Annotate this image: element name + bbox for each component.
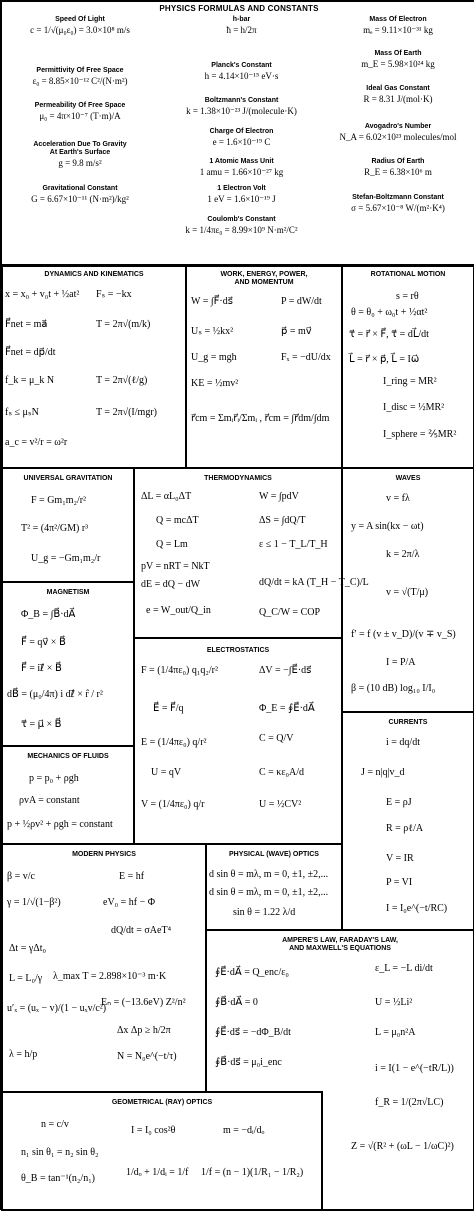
formula: u′ₓ = (uₓ − v)/(1 − uₓv/c²) — [7, 1003, 107, 1014]
formula: F = (1/4πε₀) q₁q₂/r² — [141, 665, 218, 676]
thermo-title: THERMODYNAMICS — [204, 475, 272, 482]
constant-equation: 1 eV = 1.6×10⁻¹⁹ J — [207, 194, 276, 204]
formula: P = dW/dt — [281, 296, 322, 307]
formula: I_disc = ½MR² — [383, 402, 445, 413]
constant-equation: k = 1.38×10⁻²³ J/(molecule·K) — [186, 106, 297, 116]
formula: a_c = v²/r = ω²r — [5, 437, 68, 448]
work-title: WORK, ENERGY, POWER, AND MOMENTUM — [220, 271, 308, 286]
formula: F = Gm₁m₂/r² — [31, 495, 87, 506]
constant-name: Gravitational Constant — [42, 185, 118, 192]
formula: f_k = μ_k N — [5, 375, 55, 386]
formula: v = fλ — [386, 493, 410, 504]
constant-equation: R = 8.31 J/(mol·K) — [363, 94, 433, 104]
formula: E⃗ = F⃗/q — [153, 703, 184, 714]
formula: C = κε₀A/d — [259, 767, 305, 778]
formula: θ = θ₀ + ω₀t + ½αt² — [351, 307, 428, 318]
constant-equation: h = 4.14×10⁻¹⁵ eV·s — [204, 71, 279, 81]
formula: ∮B⃗·ds⃗ = μ₀i_enc — [215, 1057, 282, 1068]
formula: Φ_B = ∫B⃗·dA⃗ — [21, 609, 76, 620]
formula: k = 2π/λ — [386, 549, 420, 560]
constant-name: Planck's Constant — [211, 62, 272, 69]
rotational-title: ROTATIONAL MOTION — [370, 271, 446, 278]
formula: W = ∫pdV — [259, 491, 299, 502]
formula: s = rθ — [396, 291, 419, 302]
formula: p⃗ = mv⃗ — [281, 326, 312, 337]
formula: i = dq/dt — [386, 737, 420, 748]
constant-equation: c = 1/√(μ₀ε₀) = 3.0×10⁸ m/s — [30, 25, 130, 35]
constant-equation: mₑ = 9.11×10⁻³¹ kg — [363, 25, 433, 35]
formula: U = qV — [151, 767, 182, 778]
constant-name: Avogadro's Number — [364, 123, 432, 130]
formula: Z = √(R² + (ωL − 1/ωC)²) — [351, 1141, 454, 1152]
formula: I_sphere = ⅖MR² — [383, 429, 457, 440]
formula: F⃗net = ma⃗ — [5, 319, 48, 330]
modern-title: MODERN PHYSICS — [72, 851, 136, 858]
maxwell-title: AMPERE'S LAW, FARADAY'S LAW, AND MAXWELL'S EQUATIONS — [282, 937, 398, 952]
formula: γ = 1/√(1−β²) — [7, 897, 61, 908]
formula: m = −dᵢ/dₒ — [223, 1125, 265, 1136]
formula: ∮E⃗·dA⃗ = Q_enc/ε₀ — [215, 967, 289, 978]
formula: ΔV = −∫E⃗·ds⃗ — [259, 665, 312, 676]
constant-name: 1 Electron Volt — [217, 185, 266, 192]
formula: x = x₀ + v₀t + ½at² — [5, 289, 80, 300]
formula: V = IR — [386, 853, 414, 864]
formula: U = ½Li² — [375, 997, 413, 1008]
formula: Q = Lm — [156, 539, 188, 550]
formula: ρvA = constant — [19, 795, 80, 806]
formula: I = P/A — [386, 657, 416, 668]
formula: pV = nRT = NkT — [141, 561, 210, 572]
formula: y = A sin(kx − ωt) — [351, 521, 424, 532]
constant-equation: σ = 5.67×10⁻⁸ W/(m²·K⁴) — [351, 203, 445, 213]
gravitation-title: UNIVERSAL GRAVITATION — [23, 475, 113, 482]
formula: F⃗net = dp⃗/dt — [5, 347, 56, 358]
formula: T = 2π√(m/k) — [96, 319, 151, 330]
formula: d sin θ = mλ, m = 0, ±1, ±2,... — [209, 869, 329, 880]
formula: β = v/c — [7, 871, 35, 882]
formula: U_g = −Gm₁m₂/r — [31, 553, 101, 564]
constant-equation: G = 6.67×10⁻¹¹ (N·m²)/kg² — [31, 194, 129, 204]
formula: n₁ sin θ₁ = n₂ sin θ₂ — [21, 1147, 99, 1158]
formula: Fₓ = −dU/dx — [281, 352, 331, 363]
formula: τ⃗ = r⃗ × F⃗, τ⃗ = dL⃗/dt — [349, 329, 429, 340]
formula: ΔS = ∫dQ/T — [259, 515, 306, 526]
constant-equation: N_A = 6.02×10²³ molecules/mol — [339, 132, 457, 142]
formula: E = hf — [119, 871, 145, 882]
fluids-title: MECHANICS OF FLUIDS — [27, 753, 109, 760]
formula: I = I₀e^(−t/RC) — [386, 903, 448, 914]
constant-equation: g = 9.8 m/s² — [58, 158, 102, 168]
formula: J = n|q|v_d — [361, 767, 405, 778]
constant-equation: ħ = h/2π — [226, 25, 257, 35]
formula: p = p₀ + ρgh — [29, 773, 79, 784]
constant-name: Mass Of Earth — [374, 50, 422, 57]
waves-title: WAVES — [395, 475, 421, 482]
formula: ∮E⃗·ds⃗ = −dΦ_B/dt — [215, 1027, 291, 1038]
formula: L = μ₀n²A — [375, 1027, 416, 1038]
formula: R = ρℓ/A — [386, 823, 424, 834]
formula: C = Q/V — [259, 733, 294, 744]
constant-equation: μ₀ = 4π×10⁻⁷ (T·m)/A — [39, 111, 121, 121]
constant-name: Speed Of Light — [55, 16, 105, 23]
constant-name: h-bar — [232, 16, 251, 23]
formula: L⃗ = r⃗ × p⃗, L⃗ = Iω⃗ — [349, 354, 420, 365]
formula: dE = dQ − dW — [141, 579, 201, 590]
formula: i = I(1 − e^(−tR/L)) — [375, 1063, 454, 1074]
formula: Q = mcΔT — [156, 515, 199, 526]
formula: 1/f = (n − 1)(1/R₁ − 1/R₂) — [201, 1167, 304, 1178]
constant-name: Boltzmann's Constant — [204, 97, 279, 104]
formula: β = (10 dB) log₁₀ I/I₀ — [351, 683, 436, 694]
formula: fₛ ≤ μₛN — [5, 407, 39, 418]
formula: U = ½CV² — [259, 799, 302, 810]
formula: P = VI — [386, 877, 413, 888]
formula: F⃗ = qv⃗ × B⃗ — [21, 637, 66, 648]
formula: θ_B = tan⁻¹(n₂/n₁) — [21, 1173, 96, 1184]
formula: E = (1/4πε₀) q/r² — [141, 737, 207, 748]
formula: N = N₀e^(−t/τ) — [117, 1051, 177, 1062]
formula: f′ = f (v ± v_D)/(v ∓ v_S) — [351, 629, 456, 640]
formula: λ = h/p — [9, 1049, 38, 1060]
constant-name: Ideal Gas Constant — [366, 85, 430, 92]
constant-name: Mass Of Electron — [369, 16, 427, 23]
electrostatics-title: ELECTROSTATICS — [206, 647, 270, 654]
formula: n = c/v — [41, 1119, 69, 1130]
formula: e = W_out/Q_in — [146, 605, 211, 616]
formula: r⃗cm = Σmᵢr⃗ᵢ/Σmᵢ , r⃗cm = ∫r⃗dm/∫dm — [191, 413, 330, 424]
formula: ΔL = αL₀ΔT — [141, 491, 192, 502]
constant-equation: m_E = 5.98×10²⁴ kg — [361, 59, 435, 69]
formula: τ⃗ = μ⃗ × B⃗ — [21, 719, 62, 730]
formula: U_g = mgh — [191, 352, 237, 363]
formula: Eₙ = (−13.6eV) Z²/n² — [101, 997, 186, 1008]
formula: sin θ = 1.22 λ/d — [233, 907, 296, 918]
formula: KE = ½mv² — [191, 378, 239, 389]
formula: L = L₀/γ — [9, 973, 43, 984]
formula: T² = (4π²/GM) r³ — [21, 523, 89, 534]
formula: v = √(T/μ) — [386, 587, 429, 598]
formula: f_R = 1/(2π√LC) — [375, 1097, 444, 1108]
constant-equation: k = 1/4πε₀ = 8.99×10⁹ N·m²/C² — [185, 225, 298, 235]
formula: dQ/dt = kA (T_H − T_C)/L — [259, 577, 369, 588]
formula: Uₛ = ½kx² — [191, 326, 234, 337]
formula: I = I₀ cos²θ — [131, 1125, 176, 1136]
constant-equation: 1 amu = 1.66×10⁻²⁷ kg — [199, 167, 284, 177]
constant-name: Coulomb's Constant — [207, 216, 276, 223]
formula: E = ρJ — [386, 797, 412, 808]
formula: eV₀ = hf − Φ — [103, 897, 156, 908]
formula: λ_max T = 2.898×10⁻³ m·K — [53, 971, 167, 982]
constant-name: Charge Of Electron — [209, 128, 274, 135]
constant-name: Acceleration Due To Gravity At Earth's Surface — [33, 141, 127, 156]
formula: Δx Δp ≥ h/2π — [117, 1025, 171, 1036]
constant-name: Radius Of Earth — [371, 158, 425, 165]
formula: 1/dₒ + 1/dᵢ = 1/f — [126, 1167, 189, 1178]
formula: Q_C/W = COP — [259, 607, 321, 618]
formula: W = ∫F⃗·ds⃗ — [191, 296, 233, 307]
formula: ε ≤ 1 − T_L/T_H — [259, 539, 328, 550]
constant-name: 1 Atomic Mass Unit — [209, 158, 274, 165]
formula: dB⃗ = (μ₀/4π) i dℓ⃗ × r̂ / r² — [7, 689, 103, 700]
formula: p + ½ρv² + ρgh = constant — [7, 819, 113, 830]
dynamics-title: DYNAMICS AND KINEMATICS — [44, 271, 144, 278]
wave-optics-title: PHYSICAL (WAVE) OPTICS — [229, 851, 319, 858]
constant-equation: R_E = 6.38×10⁶ m — [364, 167, 432, 177]
formula: d sin θ = mλ, m = 0, ±1, ±2,... — [209, 887, 329, 898]
formula: Δt = γΔt₀ — [9, 943, 46, 954]
formula: Φ_E = ∮E⃗·dA⃗ — [259, 703, 315, 714]
formula: T = 2π√(ℓ/g) — [96, 375, 148, 386]
ray-optics-title: GEOMETRICAL (RAY) OPTICS — [111, 1099, 213, 1106]
constant-name: Stefan-Boltzmann Constant — [352, 194, 444, 201]
formula: ε_L = −L di/dt — [375, 963, 433, 974]
constant-name: Permittivity Of Free Space — [36, 67, 124, 74]
formula: Fₛ = −kx — [96, 289, 132, 300]
constant-equation: ε₀ = 8.85×10⁻¹² C²/(N·m²) — [32, 76, 128, 86]
formula: dQ/dt = σAeT⁴ — [111, 925, 172, 936]
formula: V = (1/4πε₀) q/r — [141, 799, 205, 810]
formula: ∮B⃗·dA⃗ = 0 — [215, 997, 258, 1008]
formula: T = 2π√(I/mgr) — [96, 407, 157, 418]
formula: F⃗ = iℓ⃗ × B⃗ — [21, 663, 62, 674]
currents-title: CURRENTS — [388, 719, 428, 726]
constant-equation: e = 1.6×10⁻¹⁹ C — [212, 137, 271, 147]
constant-name: Permeability Of Free Space — [34, 102, 126, 109]
page-title: PHYSICS FORMULAS AND CONSTANTS — [159, 4, 319, 13]
formula: I_ring = MR² — [383, 376, 437, 387]
magnetism-title: MAGNETISM — [46, 589, 90, 596]
